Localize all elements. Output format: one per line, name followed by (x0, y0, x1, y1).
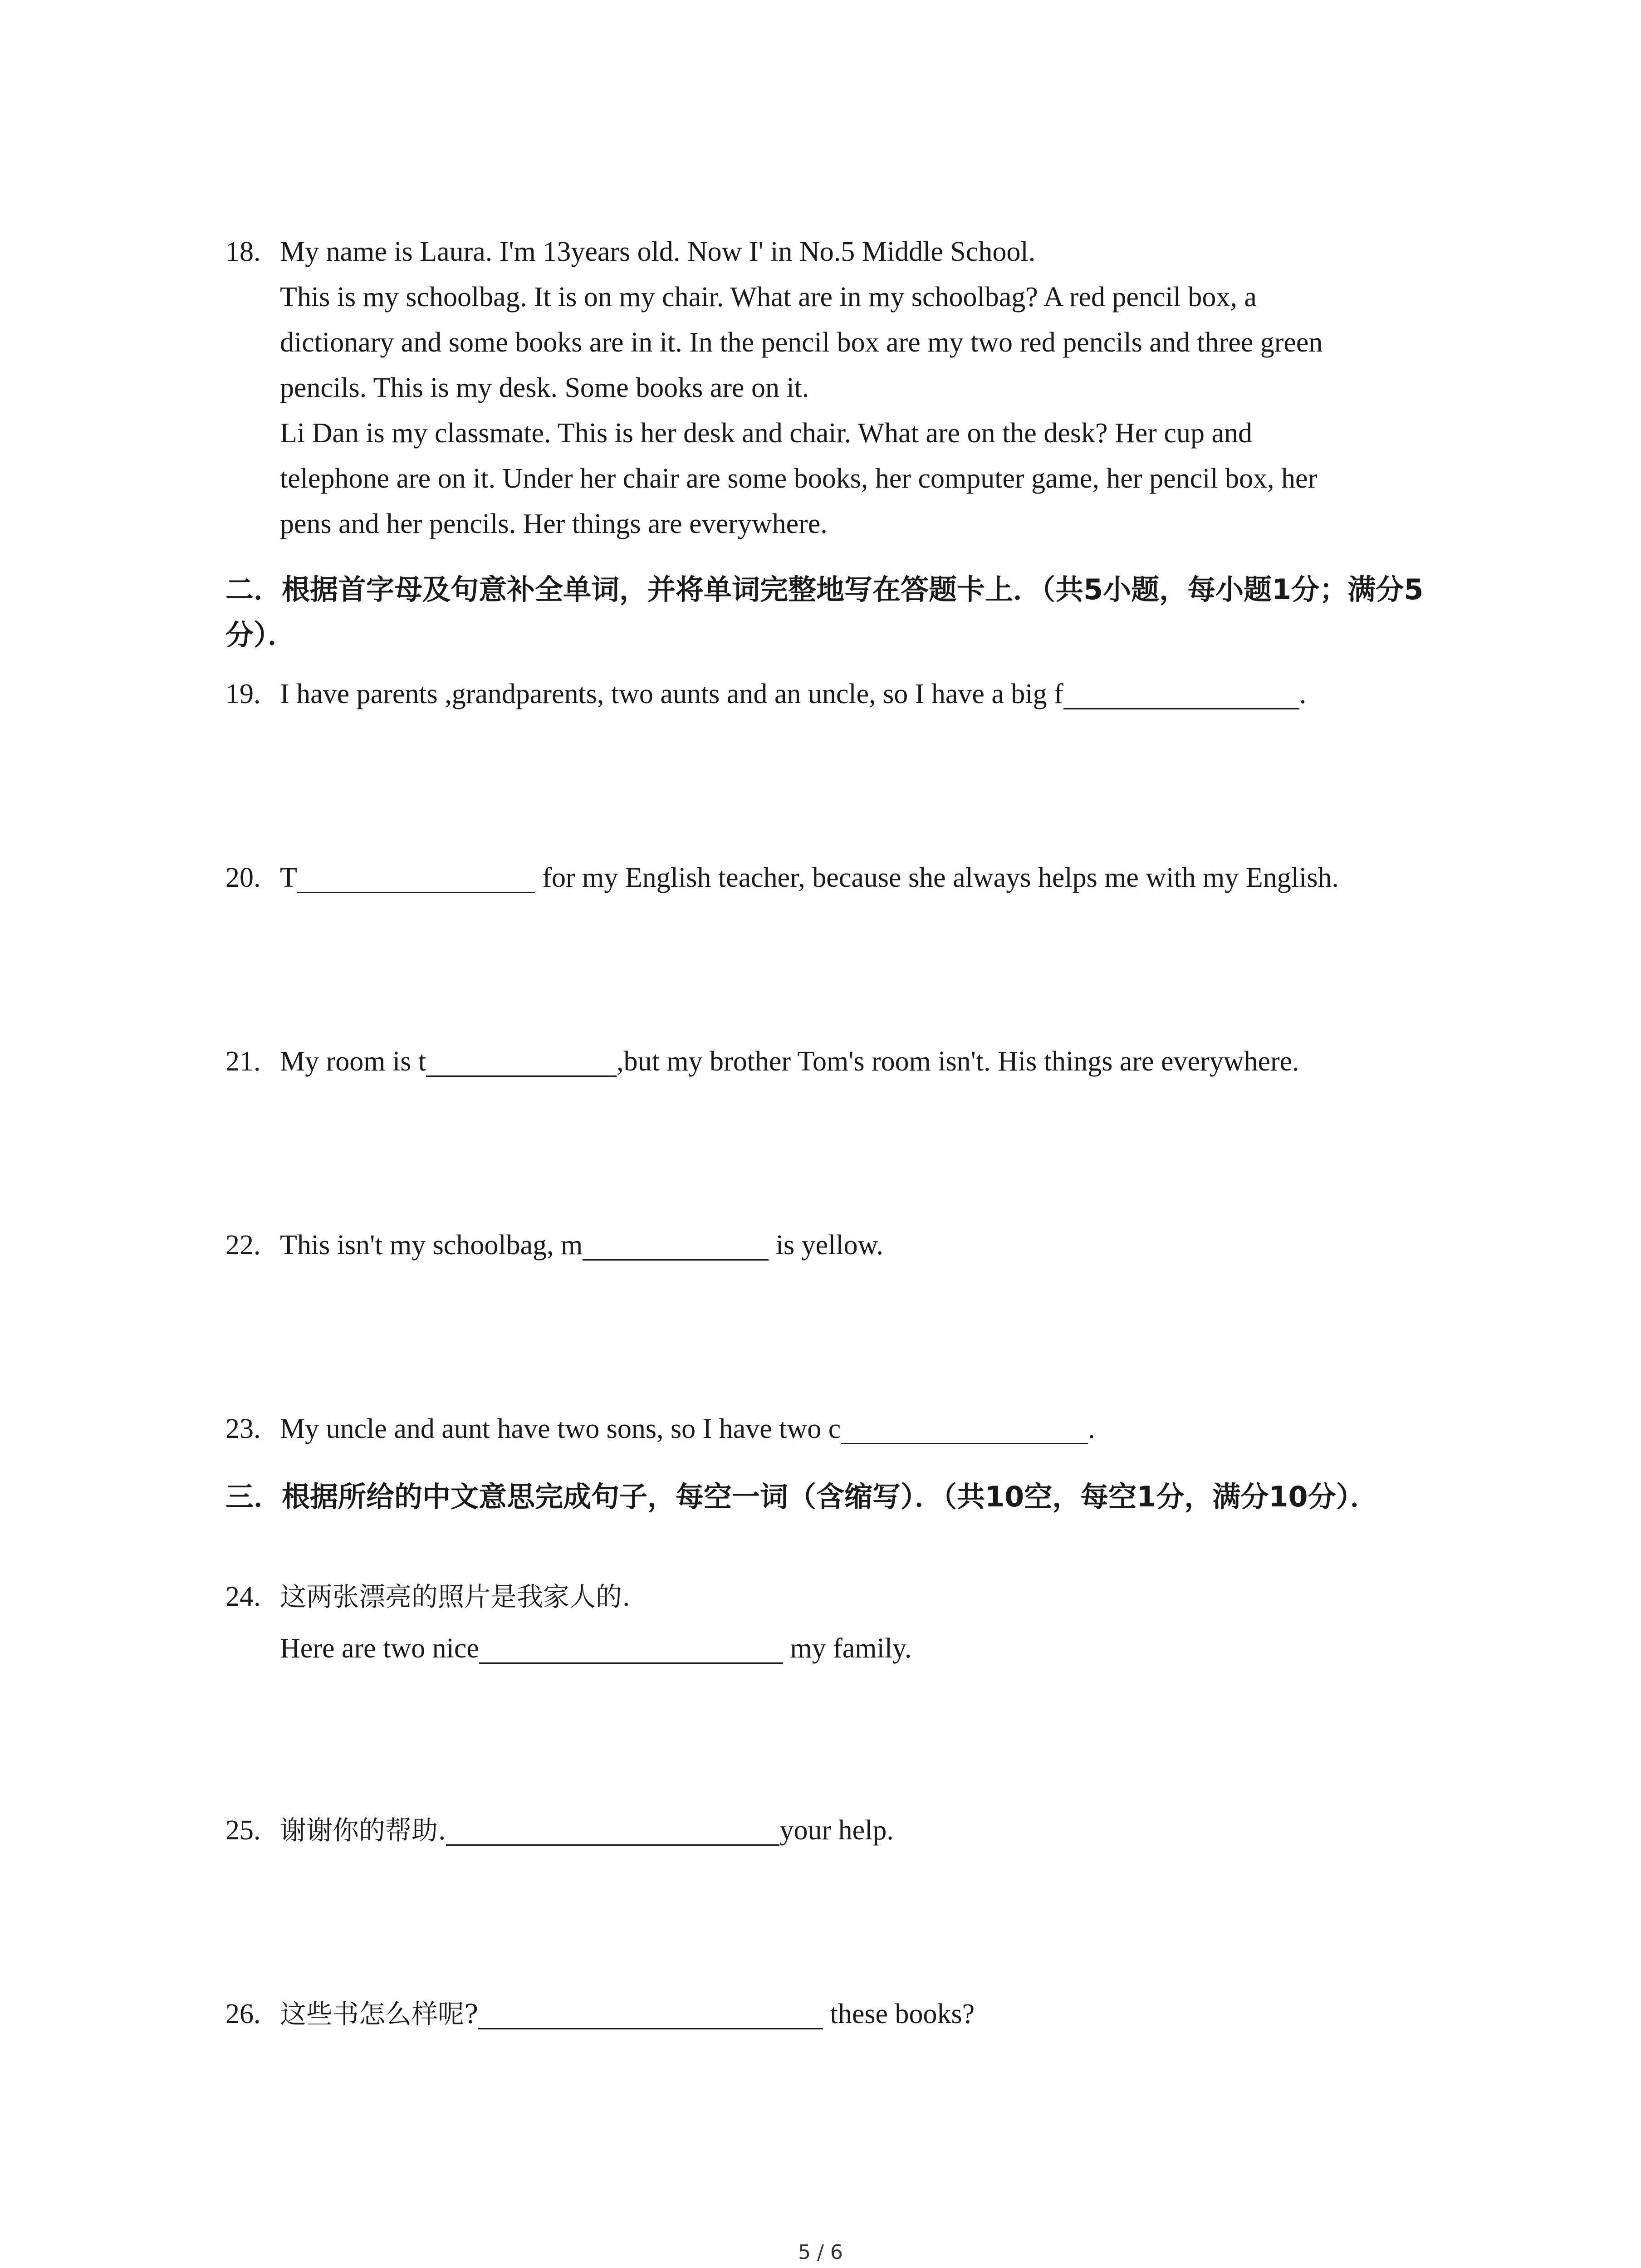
question-number: 19. (225, 679, 261, 709)
passage-line: telephone are on it. Under her chair are some books, her computer game, her pencil box, her (280, 463, 1318, 494)
question-number: 23. (225, 1413, 261, 1444)
question-number: 24. (225, 1581, 261, 1612)
question-text: these books? (823, 1999, 975, 2029)
question-number: 20. (225, 862, 261, 893)
question-text: . (1299, 679, 1307, 709)
answer-blank[interactable] (841, 1416, 1088, 1444)
question-text: I have parents ,grandparents, two aunts and an uncle, so I have a big f (280, 679, 1063, 709)
question-number: 25. (225, 1815, 261, 1846)
answer-blank[interactable] (583, 1232, 769, 1261)
question-text: T (280, 862, 297, 893)
question-text: My uncle and aunt have two sons, so I have two c (280, 1413, 841, 1444)
passage-line: dictionary and some books are in it. In the pencil box are my two red pencils and three green (280, 327, 1323, 358)
chinese-prompt: 这些书怎么样呢? (280, 1999, 479, 2029)
question-text: my family. (783, 1633, 912, 1664)
question-text: for my English teacher, because she always helps me with my English. (535, 862, 1339, 893)
question-text: Here are two nice (280, 1633, 479, 1664)
section-3-heading: 三．根据所给的中文意思完成句子，每空一词（含缩写）．（共10空，每空1分，满分10分）． (225, 1480, 1378, 1513)
passage (280, 229, 1323, 547)
passage-line: Li Dan is my classmate. This is her desk and chair. What are on the desk? Her cup and (280, 418, 1252, 449)
answer-blank[interactable] (478, 2001, 823, 2029)
question-text: is yellow. (769, 1230, 883, 1261)
passage-line: pencils. This is my desk. Some books are on it. (280, 372, 809, 403)
question-text: This isn't my schoolbag, m (280, 1230, 583, 1261)
question-text: My room is t (280, 1046, 426, 1077)
passage-line: This is my schoolbag. It is on my chair. What are in my schoolbag? A red pencil box, a (280, 282, 1257, 313)
answer-blank[interactable] (426, 1048, 617, 1077)
question-text: . (1088, 1413, 1095, 1444)
question-number: 22. (225, 1230, 261, 1261)
question-number: 21. (225, 1046, 261, 1077)
passage-line: My name is Laura. I'm 13years old. Now I' in No.5 Middle School. (280, 236, 1036, 267)
question-number: 18. (225, 236, 261, 267)
answer-blank[interactable] (297, 865, 535, 893)
question-text: ,but my brother Tom's room isn't. His things are everywhere. (617, 1046, 1299, 1077)
chinese-prompt: 谢谢你的帮助. (280, 1815, 446, 1846)
answer-blank[interactable] (446, 1817, 779, 1846)
chinese-prompt: 这两张漂亮的照片是我家人的. (280, 1581, 631, 1612)
question-text: your help. (779, 1815, 894, 1846)
answer-blank[interactable] (1063, 681, 1299, 709)
passage-line: pens and her pencils. Her things are everywhere. (280, 508, 828, 539)
section-2-heading: 二．根据首字母及句意补全单词，并将单词完整地写在答题卡上．（共5小题，每小题1分；满分5分）． (225, 573, 1424, 651)
answer-blank[interactable] (479, 1635, 783, 1664)
question-number: 26. (225, 1999, 261, 2029)
page-number: 5 / 6 (798, 2241, 843, 2264)
